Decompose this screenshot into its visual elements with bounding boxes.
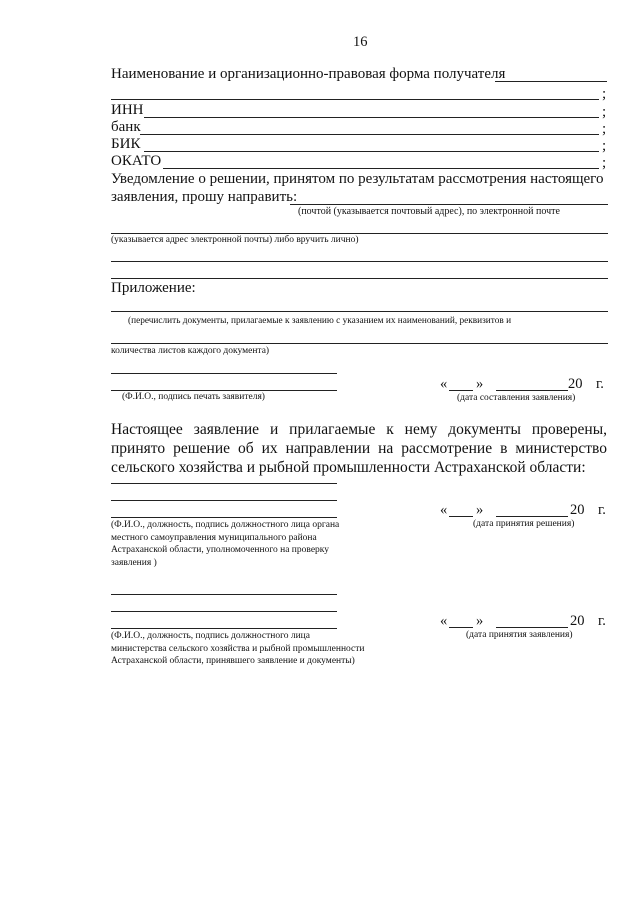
okato-field[interactable] — [163, 168, 599, 169]
municipal-date-month-field[interactable] — [496, 516, 568, 517]
okato-label: ОКАТО — [111, 153, 162, 169]
verification-text: Настоящее заявление и прилагаемые к нему документы проверены, принято решение об их направлении на рассмотрение в министерство сельского хозяйства и рыбной промышленности Астраханской области: — [111, 421, 607, 476]
notification-extra-line2[interactable] — [111, 278, 608, 279]
municipal-date-quote-close: » — [476, 502, 484, 518]
municipal-signature-line2[interactable] — [111, 500, 337, 501]
ministry-date-caption: (дата принятия заявления) — [466, 630, 573, 640]
applicant-date-caption: (дата составления заявления) — [457, 393, 576, 403]
bank-label: банк — [111, 119, 141, 135]
attachment-hint-line2: количества листов каждого документа) — [111, 346, 270, 356]
applicant-signature-line2[interactable] — [111, 390, 337, 391]
attachment-field-line2[interactable] — [111, 343, 608, 344]
municipal-date-caption: (дата принятия решения) — [473, 519, 575, 529]
applicant-date-year-suffix: г. — [596, 376, 604, 392]
ministry-signature-line3[interactable] — [111, 628, 337, 629]
notification-address-field[interactable] — [111, 233, 608, 234]
applicant-date-year: 20 — [568, 376, 583, 392]
applicant-date-quote-open: « — [440, 376, 448, 392]
recipient-name-label: Наименование и организационно-правовая форма получателя — [111, 66, 506, 82]
recipient-name-field[interactable] — [495, 81, 607, 82]
municipal-date-year-suffix: г. — [598, 502, 606, 518]
municipal-date-year: 20 — [570, 502, 585, 518]
bank-terminator: ; — [602, 121, 607, 137]
bik-terminator: ; — [602, 138, 607, 154]
applicant-signature-line1[interactable] — [111, 373, 337, 374]
municipal-signature-line3[interactable] — [111, 517, 337, 518]
ministry-signature-line1[interactable] — [111, 594, 337, 595]
ministry-date-year: 20 — [570, 613, 585, 629]
notification-text-line2: заявления, прошу направить: — [111, 189, 298, 205]
bank-field[interactable] — [140, 134, 599, 135]
attachment-field-line1[interactable] — [111, 311, 608, 312]
attachment-hint-line1: (перечислить документы, прилагаемые к заявлению с указанием их наименований, реквизитов и — [128, 316, 512, 326]
ministry-signature-caption: (Ф.И.О., должность, подпись должностного лица министерства сельского хозяйства и рыбной промышленности Астраханской области, принявшего заявление и документы) — [111, 631, 365, 666]
inn-label: ИНН — [111, 102, 144, 118]
notification-text-line1: Уведомление о решении, принятом по результатам рассмотрения настоящего — [111, 171, 604, 187]
ministry-signature-line2[interactable] — [111, 611, 337, 612]
municipal-signature-line1[interactable] — [111, 483, 337, 484]
page-number: 16 — [353, 34, 368, 50]
ministry-date-quote-close: » — [476, 613, 484, 629]
municipal-signature-caption: (Ф.И.О., должность, подпись должностного лица органа местного самоуправления муниципального района Астраханской области, уполномоченного на проверку заявления ) — [111, 520, 340, 568]
recipient-name-terminator: ; — [602, 86, 607, 102]
ministry-date-quote-open: « — [440, 613, 448, 629]
applicant-date-day-field[interactable] — [449, 390, 473, 391]
bik-label: БИК — [111, 136, 141, 152]
recipient-name-field-line2[interactable] — [111, 99, 599, 100]
applicant-date-month-field[interactable] — [496, 390, 568, 391]
notification-method-field[interactable] — [290, 204, 608, 205]
okato-terminator: ; — [602, 155, 607, 171]
ministry-date-month-field[interactable] — [496, 627, 568, 628]
inn-field[interactable] — [144, 117, 599, 118]
inn-terminator: ; — [602, 104, 607, 120]
municipal-date-quote-open: « — [440, 502, 448, 518]
applicant-signature-caption: (Ф.И.О., подпись печать заявителя) — [122, 392, 265, 402]
notification-hint-line1: (почтой (указывается почтовый адрес), по электронной почте — [298, 206, 560, 217]
notification-hint-line2: (указывается адрес электронной почты) либо вручить лично) — [111, 235, 359, 245]
applicant-date-quote-close: » — [476, 376, 484, 392]
ministry-date-day-field[interactable] — [449, 627, 473, 628]
notification-extra-line1[interactable] — [111, 261, 608, 262]
attachment-label: Приложение: — [111, 280, 196, 296]
ministry-date-year-suffix: г. — [598, 613, 606, 629]
bik-field[interactable] — [144, 151, 599, 152]
municipal-date-day-field[interactable] — [449, 516, 473, 517]
